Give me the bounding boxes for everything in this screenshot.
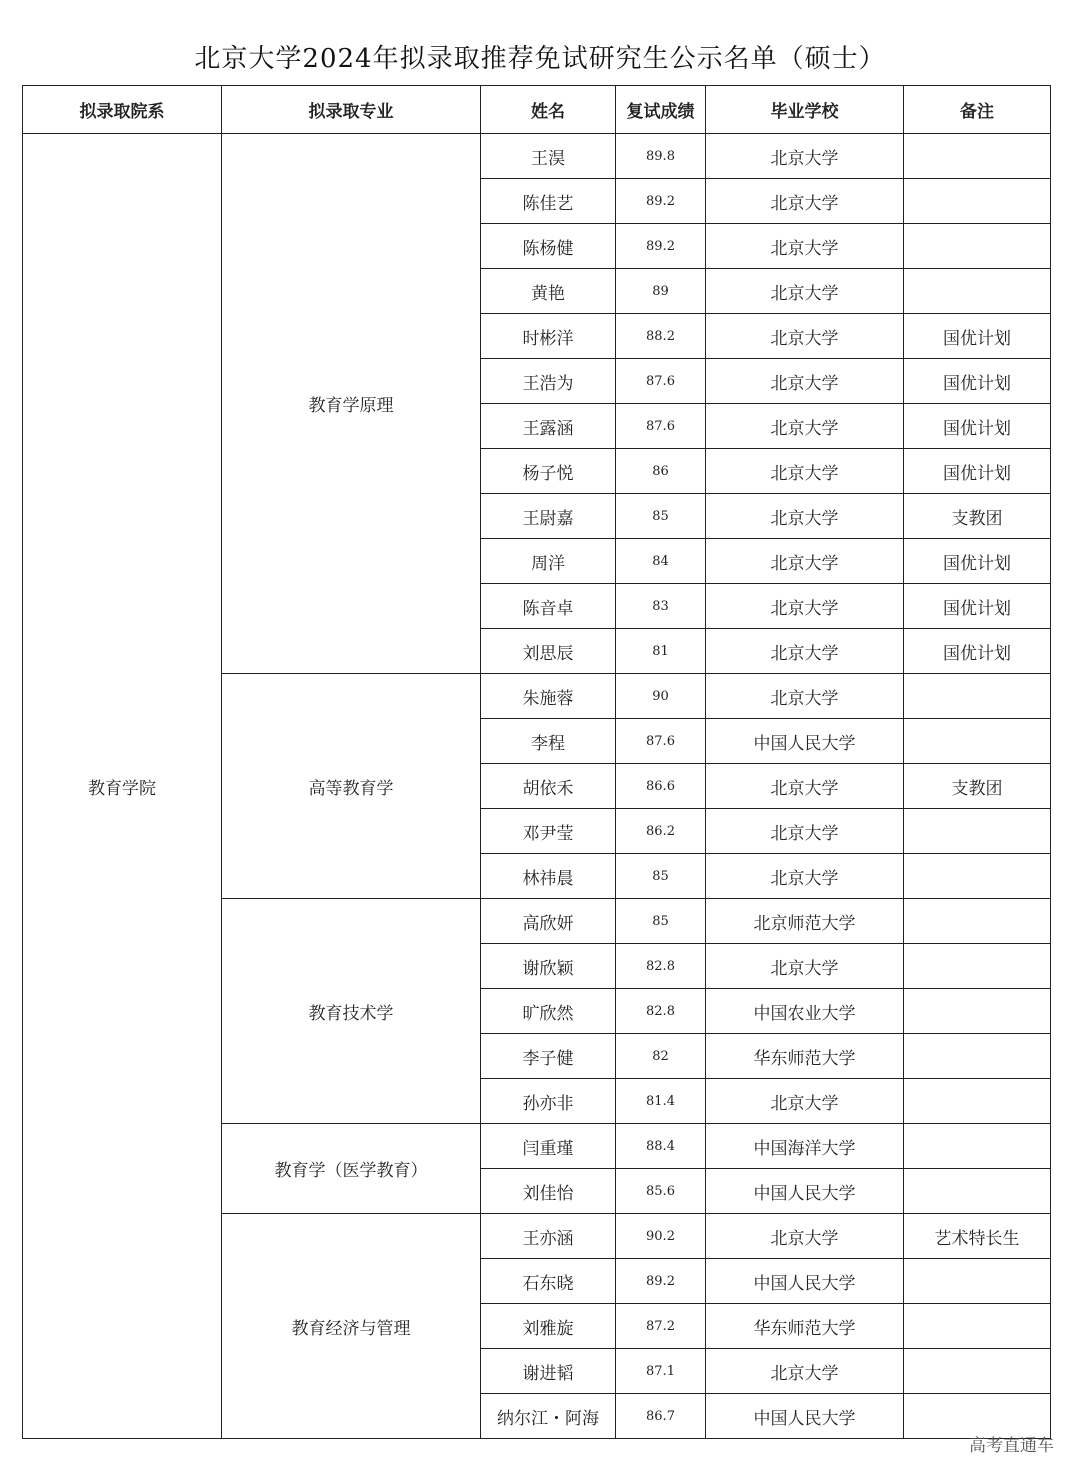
student-school: 北京大学 — [706, 404, 904, 449]
student-school: 北京大学 — [706, 1214, 904, 1259]
student-note: 国优计划 — [904, 539, 1051, 584]
student-name: 纳尔江・阿海 — [481, 1394, 616, 1439]
student-name: 谢进韬 — [481, 1349, 616, 1394]
major-cell: 教育技术学 — [222, 899, 481, 1124]
student-school: 北京大学 — [706, 269, 904, 314]
student-note: 国优计划 — [904, 404, 1051, 449]
student-name: 刘佳怡 — [481, 1169, 616, 1214]
student-note — [904, 224, 1051, 269]
student-school: 北京大学 — [706, 809, 904, 854]
major-cell: 教育经济与管理 — [222, 1214, 481, 1439]
student-school: 北京大学 — [706, 674, 904, 719]
major-cell: 高等教育学 — [222, 674, 481, 899]
student-note — [904, 719, 1051, 764]
student-name: 周洋 — [481, 539, 616, 584]
student-note — [904, 1034, 1051, 1079]
student-note: 国优计划 — [904, 584, 1051, 629]
student-note — [904, 1124, 1051, 1169]
student-note: 支教团 — [904, 764, 1051, 809]
student-note — [904, 134, 1051, 179]
student-school: 北京大学 — [706, 629, 904, 674]
student-note — [904, 1079, 1051, 1124]
student-name: 石东晓 — [481, 1259, 616, 1304]
student-school: 北京师范大学 — [706, 899, 904, 944]
student-note — [904, 1349, 1051, 1394]
header-department: 拟录取院系 — [23, 86, 222, 134]
student-name: 朱施蓉 — [481, 674, 616, 719]
student-score: 86.7 — [616, 1394, 706, 1439]
student-name: 王浩为 — [481, 359, 616, 404]
student-name: 林祎晨 — [481, 854, 616, 899]
student-score: 81 — [616, 629, 706, 674]
student-school: 中国人民大学 — [706, 1259, 904, 1304]
watermark: 高考直通车 — [969, 1436, 1054, 1456]
department-cell: 教育学院 — [23, 134, 222, 1439]
student-name: 王淏 — [481, 134, 616, 179]
student-score: 89.8 — [616, 134, 706, 179]
student-name: 刘思辰 — [481, 629, 616, 674]
student-score: 82.8 — [616, 989, 706, 1034]
header-note: 备注 — [904, 86, 1051, 134]
student-name: 时彬洋 — [481, 314, 616, 359]
major-cell: 教育学（医学教育） — [222, 1124, 481, 1214]
student-school: 中国人民大学 — [706, 1169, 904, 1214]
student-school: 中国人民大学 — [706, 719, 904, 764]
student-school: 北京大学 — [706, 314, 904, 359]
student-school: 北京大学 — [706, 494, 904, 539]
student-note — [904, 899, 1051, 944]
student-name: 高欣妍 — [481, 899, 616, 944]
student-note: 国优计划 — [904, 629, 1051, 674]
student-note — [904, 1304, 1051, 1349]
student-school: 中国海洋大学 — [706, 1124, 904, 1169]
student-score: 85.6 — [616, 1169, 706, 1214]
student-score: 90 — [616, 674, 706, 719]
student-note: 支教团 — [904, 494, 1051, 539]
student-score: 85 — [616, 494, 706, 539]
student-name: 陈音卓 — [481, 584, 616, 629]
student-name: 王露涵 — [481, 404, 616, 449]
student-score: 85 — [616, 854, 706, 899]
student-name: 孙亦非 — [481, 1079, 616, 1124]
student-school: 北京大学 — [706, 539, 904, 584]
student-score: 86 — [616, 449, 706, 494]
student-school: 北京大学 — [706, 449, 904, 494]
page-title: 北京大学2024年拟录取推荐免试研究生公示名单（硕士） — [194, 44, 886, 74]
student-score: 87.6 — [616, 359, 706, 404]
admission-table — [22, 85, 1051, 1439]
student-note: 艺术特长生 — [904, 1214, 1051, 1259]
student-school: 北京大学 — [706, 134, 904, 179]
student-score: 82 — [616, 1034, 706, 1079]
student-score: 87.6 — [616, 719, 706, 764]
student-note — [904, 944, 1051, 989]
student-score: 87.1 — [616, 1349, 706, 1394]
table-row — [23, 134, 1051, 179]
student-note — [904, 1169, 1051, 1214]
student-school: 北京大学 — [706, 1349, 904, 1394]
student-name: 邓尹莹 — [481, 809, 616, 854]
student-note — [904, 674, 1051, 719]
student-name: 旷欣然 — [481, 989, 616, 1034]
student-school: 北京大学 — [706, 224, 904, 269]
header-score: 复试成绩 — [616, 86, 706, 134]
student-score: 84 — [616, 539, 706, 584]
student-score: 87.2 — [616, 1304, 706, 1349]
student-school: 北京大学 — [706, 359, 904, 404]
student-score: 88.2 — [616, 314, 706, 359]
student-score: 87.6 — [616, 404, 706, 449]
major-cell: 教育学原理 — [222, 134, 481, 674]
student-name: 刘雅旋 — [481, 1304, 616, 1349]
student-name: 王尉嘉 — [481, 494, 616, 539]
table-body — [23, 134, 1051, 1439]
student-score: 89 — [616, 269, 706, 314]
student-name: 黄艳 — [481, 269, 616, 314]
student-name: 李子健 — [481, 1034, 616, 1079]
student-school: 北京大学 — [706, 944, 904, 989]
table-header-row — [23, 86, 1051, 134]
student-score: 86.6 — [616, 764, 706, 809]
student-name: 闫重瑾 — [481, 1124, 616, 1169]
student-school: 中国人民大学 — [706, 1394, 904, 1439]
student-note — [904, 1259, 1051, 1304]
student-note — [904, 269, 1051, 314]
student-school: 华东师范大学 — [706, 1034, 904, 1079]
student-score: 90.2 — [616, 1214, 706, 1259]
student-score: 89.2 — [616, 1259, 706, 1304]
student-name: 陈佳艺 — [481, 179, 616, 224]
student-school: 北京大学 — [706, 764, 904, 809]
student-score: 83 — [616, 584, 706, 629]
student-name: 谢欣颖 — [481, 944, 616, 989]
student-name: 王亦涵 — [481, 1214, 616, 1259]
student-score: 88.4 — [616, 1124, 706, 1169]
student-note: 国优计划 — [904, 359, 1051, 404]
student-score: 85 — [616, 899, 706, 944]
student-score: 89.2 — [616, 224, 706, 269]
student-school: 北京大学 — [706, 854, 904, 899]
student-note — [904, 854, 1051, 899]
student-score: 81.4 — [616, 1079, 706, 1124]
student-school: 华东师范大学 — [706, 1304, 904, 1349]
student-name: 陈杨健 — [481, 224, 616, 269]
header-school: 毕业学校 — [706, 86, 904, 134]
student-school: 北京大学 — [706, 179, 904, 224]
student-score: 86.2 — [616, 809, 706, 854]
header-major: 拟录取专业 — [222, 86, 481, 134]
student-note: 国优计划 — [904, 314, 1051, 359]
student-school: 北京大学 — [706, 1079, 904, 1124]
student-school: 中国农业大学 — [706, 989, 904, 1034]
student-note — [904, 179, 1051, 224]
student-name: 胡依禾 — [481, 764, 616, 809]
student-score: 89.2 — [616, 179, 706, 224]
student-note: 国优计划 — [904, 449, 1051, 494]
student-note — [904, 809, 1051, 854]
header-name: 姓名 — [481, 86, 616, 134]
student-name: 李程 — [481, 719, 616, 764]
student-school: 北京大学 — [706, 584, 904, 629]
student-note — [904, 989, 1051, 1034]
student-name: 杨子悦 — [481, 449, 616, 494]
student-score: 82.8 — [616, 944, 706, 989]
